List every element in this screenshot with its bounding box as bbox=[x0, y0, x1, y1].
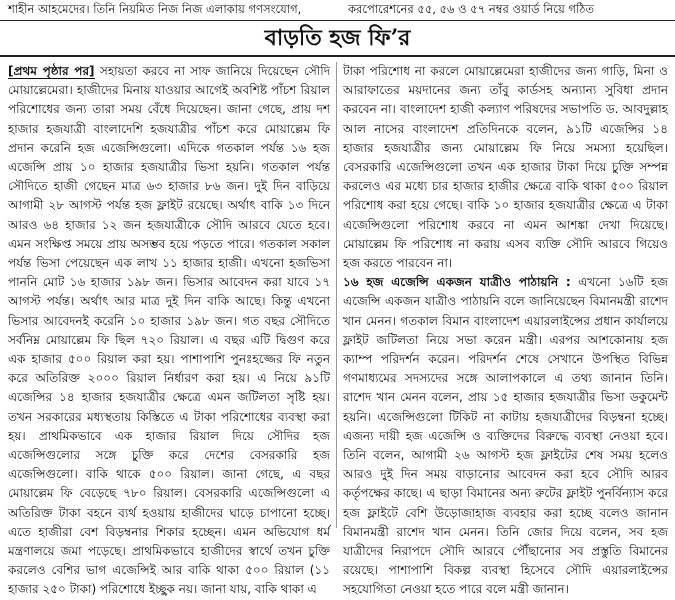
article-headline: বাড়তি হজ ফি’র bbox=[264, 25, 411, 51]
article-column-right bbox=[343, 62, 668, 597]
continuation-tag: [প্রথম পৃষ্ঠার পর] bbox=[8, 64, 95, 78]
section-subhead: ১৬ হজ এজেন্সি একজন যাত্রীও পাঠায়নি : bbox=[343, 275, 571, 290]
column-divider bbox=[336, 62, 337, 528]
article-paragraph bbox=[8, 62, 330, 600]
top-rule bbox=[0, 20, 675, 21]
right-column-text: এখনো ১৬টি হজ এজেন্সি একজন যাত্রীও পাঠায়নি বলে জানিয়েছেন বিমানমন্ত্রী রাশেদ খান মেনন। গতকাল বিমান বাংলাদেশ এয়ারলাইন্সের প্রধান কার্যালয়ে ফ্লাইট জটিলতা নিয়ে সভা করেন মন্ত্রী। এরপর আশকোনায় হজ ক্যাম্প পরিদর্শন করেন। পরিদর্শন শেষে সেখানে উপস্থিত বিভিন্ন গণমাধ্যমের সদস্যদের সঙ্গে আলাপকালে এ তথ্য জানান তিনি। রাশেদ খান মেনন বলেন, প্রায় ১৫ হাজার হজযাত্রীর ভিসা ডকুমেন্ট হয়নি। এজেন্সিগুলো টিকিট না কাটায় হজযাত্রীদের বিড়ম্বনা হচ্ছে। এজন্য দায়ী হজ এজেন্সি ও ব্যক্তিদের বিরুদ্ধে ব্যবস্থা নেওয়া হবে। তিনি বলেন, আগামী ২৬ আগস্ট হজ ফ্লাইটের শেষ সময় হলেও আরও দুই দিন সময় বাড়ানোর আবেদন করা হবে সৌদি আরব কর্তৃপক্ষের কাছে। এ ছাড়া বিমানের অন্য রুটের ফ্লাইট পুনর্বিন্যাস করে হজ ফ্লাইটে বেশি উড়োজাহাজ ব্যবহার করা হচ্ছে বলেও জানান বিমানমন্ত্রী রাশেদ খান মেনন। তিনি জোর দিয়ে বলেন, সব হজ যাত্রীদের নিরাপদে সৌদি আরবে পৌঁছানোর সব প্রস্তুতি বিমানের রয়েছে। পাশাপাশি বিকল্প ব্যবস্থা হিসেবে সৌদি এয়ারলাইন্সের সহযোগিতা নেওয়া হতে পারে বলে মন্ত্রী জানান। bbox=[343, 275, 668, 597]
article-column-left bbox=[8, 62, 330, 597]
top-strip-left-text: শাহীন আহমেদের। তিনি নিয়মিত নিজ নিজ এলাকায় গণসংযোগ, bbox=[8, 2, 302, 16]
top-strip bbox=[0, 0, 675, 18]
headline-rule bbox=[0, 55, 675, 57]
top-strip-right-text: করপোরেশনের ৫৫, ৫৬ ও ৫৭ নম্বর ওয়ার্ড নিয়ে গঠিত bbox=[348, 2, 595, 16]
left-column-text: সহায়তা করবে না সাফ জানিয়ে দিয়েছেন সৌদি মোয়াল্লেমেরা। হাজীদের মিনায় যাওয়ার আগেই অবশিষ্ট পাঁচশ রিয়াল পরিশোধের জন্য তারা সময় বেঁধে দিয়েছেন। জানা গেছে, প্রায় দশ হাজার হজযাত্রী বাংলাদেশি হজযাত্রীর পাঁচশ করে মোয়াল্লেম ফি প্রদান করেনি হজ এজেন্সিগুলো। এদিকে গতকাল পর্যন্ত ১৬ হজ এজেন্সি প্রায় ১০ হাজার হজযাত্রীর ভিসা হয়নি। গতকাল পর্যন্ত সৌদিতে হাজী গেছেন মাত্র ৬৩ হাজার ৮৬ জন। দুই দিন বাড়িয়ে আগামী ২৮ আগস্ট পর্যন্ত হজ ফ্লাইট রয়েছে। অর্থাৎ বাকি ১৩ দিনে আরও ৬৪ হাজার ১২ জন হজযাত্রীকে সৌদি আরবে যেতে হবে। এমন সংক্ষিপ্ত সময়ে প্রায় অসম্ভব হয়ে পড়তে পারে। গতকাল সকাল পর্যন্ত ভিসা পেয়েছেন এক লাখ ১১ হাজার হাজী। এখনো হজভিসা পাননি মোট ১৬ হাজার ১৯৮ জন। ভিসার আবেদন করা যাবে ১৭ আগস্ট পর্যন্ত। অর্থাৎ আর মাত্র দুই দিন বাকি আছে। কিন্তু এখনো ভিসার আবেদনই করেনি ১০ হাজার ১৯৮ জন। গত বছর সৌদিতে সর্বনিম্ন মোয়াল্লেম ফি ছিল ৭২০ রিয়াল। এ বছর এটি দ্বিগুণ করে এক হাজার ৫০০ রিয়াল করা হয়। পাশাপাশি পুনঃহজ্জের ফি নতুন করে অতিরিক্ত ২০০০ রিয়াল নির্ধারণ করা হয়। এ নিয়ে ৯১টি এজেন্সির ১৪ হাজার হজযাত্রীর ক্ষেত্রে এমন জটিলতা সৃষ্টি হয়। তখন সরকারের মধ্যস্থতায় কিস্তিতে এ টাকা পরিশোধের ব্যবস্থা করা হয়। প্রাথমিকভাবে এক হাজার রিয়াল দিয়ে সৌদির হজ এজেন্সিগুলোর সঙ্গে চুক্তি করে দেশের বেসরকারি হজ এজেন্সিগুলো। বাকি থাকে ৫০০ রিয়াল। জানা গেছে, এ বছর মোয়াল্লেম ফি বেড়েছে ৭৮০ রিয়াল। বেসরকারি এজেন্সিগুলো এ অতিরিক্ত টাকা বহনে ব্যর্থ হওয়ায় হাজীদের ঘাড়ে চাপানো হচ্ছে। এতে হাজীরা বেশ বিড়ম্বনার শিকার হচ্ছেন। এমন অভিযোগ ধর্ম মন্ত্রণালয়ে জমা পড়েছে। প্রাথমিকভাবে হাজীদের স্বার্থে তখন চুক্তি করলেও বেশির ভাগ এজেন্সিই আর বাকি থাকা ৫০০ রিয়াল (১১ হাজার ২৫০ টাকা) পরিশোধে ইচ্ছুক নয়। জানা যায়, বাকি থাকা এ bbox=[8, 64, 330, 597]
right-paragraph-1: টাকা পরিশোধ না করলে মোয়াল্লেমেরা হাজীদের জন্য গাড়ি, মিনা ও আরাফাতের ময়দানের জন্য তাঁবু কার্ডসহ অন্যান্য সুবিধা প্রদান করবেন না। বাংলাদেশ হাজী কল্যাণ পরিষদের সভাপতি ড. আবদুল্লাহ আল নাসের বাংলাদেশ প্রতিদিনকে বলেন, ৯১টি এজেন্সির ১৪ হাজার হজযাত্রীর জন্য মোয়াল্লেম ফি নিয়ে সমস্যা হয়েছিল। বেসরকারি এজেন্সিগুলো তখন এক হাজার টাকা দিয়ে চুক্তি সম্পন্ন করলেও এর মধ্যে চার হাজার হাজীর ক্ষেত্রে বাকি থাকা ৫০০ রিয়াল পরিশোধ করা হয়ে গেছে। বাকি ১০ হাজার হজযাত্রীর ক্ষেত্রে এ টাকা এজেন্সিগুলো পরিশোধ করবে না এমন আশঙ্কা দেখা দিয়েছে। মোয়াল্লেম ফি পরিশোধ না করায় এসব ব্যক্তি সৌদি আরবে গিয়েও হজ করতে পারবেন না। bbox=[343, 64, 668, 271]
right-paragraph-2 bbox=[343, 273, 668, 599]
